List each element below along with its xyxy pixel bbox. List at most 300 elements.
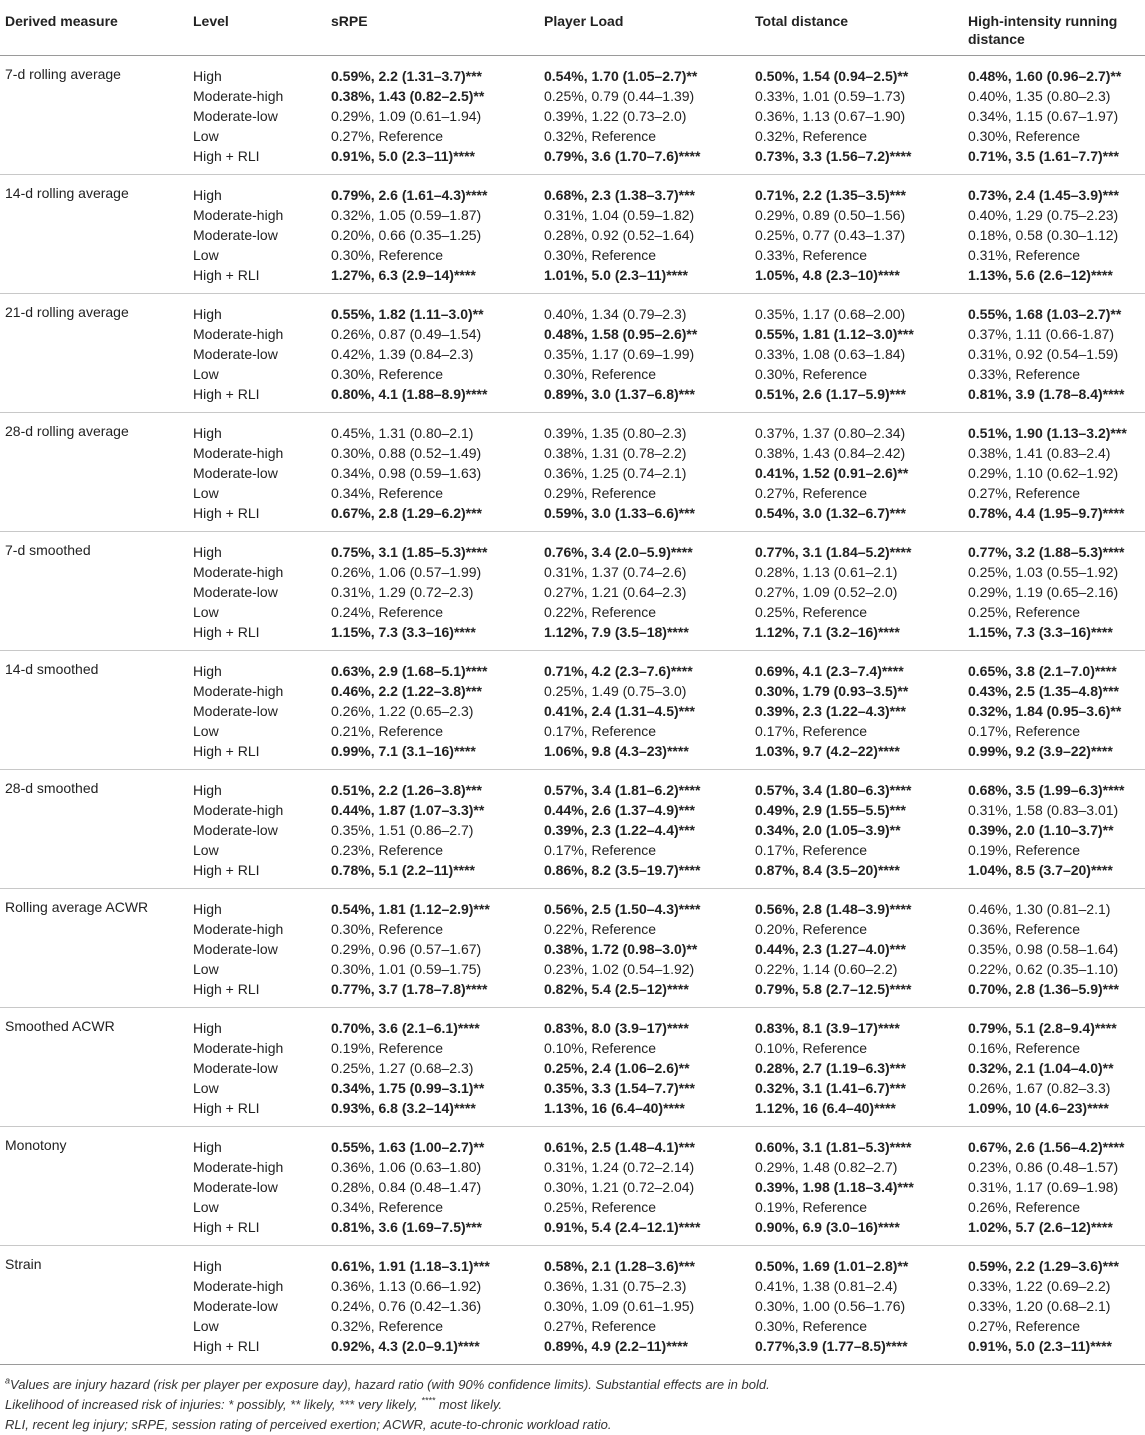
srpe-cell: 0.80%, 4.1 (1.88–8.9)**** bbox=[331, 386, 488, 402]
table-row bbox=[0, 1296, 1145, 1316]
player-load-cell: 0.59%, 3.0 (1.33–6.6)*** bbox=[544, 505, 695, 521]
player-load-cell: 1.13%, 16 (6.4–40)**** bbox=[544, 1100, 685, 1116]
srpe-cell: 0.21%, Reference bbox=[331, 723, 444, 739]
level-cell: Moderate-high bbox=[193, 1040, 284, 1056]
total-distance-cell: 0.30%, Reference bbox=[755, 1318, 868, 1334]
srpe-cell: 0.25%, 1.27 (0.68–2.3) bbox=[331, 1060, 474, 1076]
level-cell: Moderate-low bbox=[193, 227, 278, 243]
measure-group bbox=[0, 769, 1145, 888]
hir-distance-cell: 0.32%, 2.1 (1.04–4.0)** bbox=[968, 1060, 1114, 1076]
total-distance-cell: 0.54%, 3.0 (1.32–6.7)*** bbox=[755, 505, 906, 521]
player-load-cell: 0.41%, 2.4 (1.31–4.5)*** bbox=[544, 703, 695, 719]
total-distance-cell: 0.57%, 3.4 (1.80–6.3)**** bbox=[755, 782, 912, 798]
level-cell: Moderate-low bbox=[193, 108, 278, 124]
total-distance-cell: 0.17%, Reference bbox=[755, 842, 868, 858]
total-distance-cell: 0.51%, 2.6 (1.17–5.9)*** bbox=[755, 386, 906, 402]
table-row bbox=[0, 483, 1145, 503]
derived-measure-label: Monotony bbox=[5, 1137, 67, 1153]
level-cell: High + RLI bbox=[193, 386, 260, 402]
level-cell: Low bbox=[193, 1199, 219, 1215]
hir-distance-cell: 0.91%, 5.0 (2.3–11)**** bbox=[968, 1338, 1112, 1354]
hir-distance-cell: 0.33%, 1.22 (0.69–2.2) bbox=[968, 1278, 1111, 1294]
hir-distance-cell: 0.35%, 0.98 (0.58–1.64) bbox=[968, 941, 1119, 957]
derived-measure-label: Strain bbox=[5, 1256, 42, 1272]
table-header bbox=[0, 0, 1145, 56]
player-load-cell: 0.39%, 2.3 (1.22–4.4)*** bbox=[544, 822, 695, 838]
level-cell: High bbox=[193, 782, 222, 798]
srpe-cell: 0.29%, 0.96 (0.57–1.67) bbox=[331, 941, 482, 957]
table-row bbox=[0, 1177, 1145, 1197]
likelihood-text: Likelihood of increased risk of injuries: * possibly, ** likely, bbox=[5, 1397, 340, 1412]
total-distance-cell: 0.30%, Reference bbox=[755, 366, 868, 382]
hir-distance-cell: 0.37%, 1.11 (0.66-1.87) bbox=[968, 326, 1115, 342]
level-cell: Moderate-high bbox=[193, 88, 284, 104]
player-load-cell: 0.39%, 1.35 (0.80–2.3) bbox=[544, 425, 687, 441]
table-row bbox=[0, 681, 1145, 701]
hir-distance-cell: 0.99%, 9.2 (3.9–22)**** bbox=[968, 743, 1113, 759]
total-distance-cell: 0.10%, Reference bbox=[755, 1040, 868, 1056]
hir-distance-cell: 1.13%, 5.6 (2.6–12)**** bbox=[968, 267, 1113, 283]
hir-distance-cell: 0.36%, Reference bbox=[968, 921, 1081, 937]
table-row bbox=[0, 66, 1145, 86]
hir-distance-cell: 1.04%, 8.5 (3.7–20)**** bbox=[968, 862, 1113, 878]
player-load-cell: 0.10%, Reference bbox=[544, 1040, 657, 1056]
level-cell: Moderate-high bbox=[193, 207, 284, 223]
table-row bbox=[0, 86, 1145, 106]
srpe-cell: 0.55%, 1.82 (1.11–3.0)** bbox=[331, 306, 484, 322]
table-row bbox=[0, 1316, 1145, 1336]
table-row bbox=[0, 582, 1145, 602]
level-cell: High + RLI bbox=[193, 743, 260, 759]
player-load-cell: 0.31%, 1.37 (0.74–2.6) bbox=[544, 564, 687, 580]
hir-distance-cell: 0.81%, 3.9 (1.78–8.4)**** bbox=[968, 386, 1125, 402]
derived-measure-label: 21-d rolling average bbox=[5, 304, 129, 320]
hir-distance-cell: 0.39%, 2.0 (1.10–3.7)** bbox=[968, 822, 1114, 838]
level-cell: Moderate-high bbox=[193, 1278, 284, 1294]
derived-measure-label: 28-d rolling average bbox=[5, 423, 129, 439]
player-load-cell: 0.30%, Reference bbox=[544, 247, 657, 263]
player-load-cell: 0.22%, Reference bbox=[544, 604, 657, 620]
srpe-cell: 0.45%, 1.31 (0.80–2.1) bbox=[331, 425, 474, 441]
total-distance-cell: 0.22%, 1.14 (0.60–2.2) bbox=[755, 961, 898, 977]
player-load-cell: 0.27%, Reference bbox=[544, 1318, 657, 1334]
table-row bbox=[0, 185, 1145, 205]
srpe-cell: 0.70%, 3.6 (2.1–6.1)**** bbox=[331, 1020, 480, 1036]
table-row bbox=[0, 1336, 1145, 1356]
level-cell: High bbox=[193, 901, 222, 917]
level-cell: Moderate-high bbox=[193, 683, 284, 699]
total-distance-cell: 0.19%, Reference bbox=[755, 1199, 868, 1215]
level-cell: High bbox=[193, 1258, 222, 1274]
srpe-cell: 0.61%, 1.91 (1.18–3.1)*** bbox=[331, 1258, 490, 1274]
footnote-likelihood bbox=[5, 1395, 1145, 1415]
total-distance-cell: 0.87%, 8.4 (3.5–20)**** bbox=[755, 862, 900, 878]
total-distance-cell: 0.17%, Reference bbox=[755, 723, 868, 739]
total-distance-cell: 0.90%, 6.9 (3.0–16)**** bbox=[755, 1219, 900, 1235]
srpe-cell: 0.20%, 0.66 (0.35–1.25) bbox=[331, 227, 482, 243]
player-load-cell: 0.29%, Reference bbox=[544, 485, 657, 501]
player-load-cell: 0.28%, 0.92 (0.52–1.64) bbox=[544, 227, 695, 243]
table-row bbox=[0, 463, 1145, 483]
total-distance-cell: 0.30%, 1.00 (0.56–1.76) bbox=[755, 1298, 906, 1314]
srpe-cell: 0.32%, 1.05 (0.59–1.87) bbox=[331, 207, 482, 223]
measure-group bbox=[0, 1126, 1145, 1245]
hir-distance-cell: 0.29%, 1.19 (0.65–2.16) bbox=[968, 584, 1119, 600]
table-row bbox=[0, 820, 1145, 840]
level-cell: Moderate-high bbox=[193, 802, 284, 818]
hir-distance-cell: 0.59%, 2.2 (1.29–3.6)*** bbox=[968, 1258, 1119, 1274]
total-distance-cell: 0.29%, 0.89 (0.50–1.56) bbox=[755, 207, 906, 223]
player-load-cell: 0.30%, Reference bbox=[544, 366, 657, 382]
srpe-cell: 0.30%, Reference bbox=[331, 247, 444, 263]
hir-distance-cell: 0.46%, 1.30 (0.81–2.1) bbox=[968, 901, 1111, 917]
srpe-cell: 0.26%, 0.87 (0.49–1.54) bbox=[331, 326, 482, 342]
level-cell: High + RLI bbox=[193, 267, 260, 283]
player-load-cell: 0.57%, 3.4 (1.81–6.2)**** bbox=[544, 782, 701, 798]
table-row bbox=[0, 106, 1145, 126]
total-distance-cell: 1.05%, 4.8 (2.3–10)**** bbox=[755, 267, 900, 283]
hir-distance-cell: 0.16%, Reference bbox=[968, 1040, 1081, 1056]
total-distance-cell: 0.83%, 8.1 (3.9–17)**** bbox=[755, 1020, 900, 1036]
level-cell: Moderate-low bbox=[193, 1179, 278, 1195]
hir-distance-cell: 0.27%, Reference bbox=[968, 485, 1081, 501]
table-body bbox=[0, 56, 1145, 1364]
header-srpe: sRPE bbox=[331, 13, 368, 29]
hir-distance-cell: 0.19%, Reference bbox=[968, 842, 1081, 858]
srpe-cell: 1.15%, 7.3 (3.3–16)**** bbox=[331, 624, 476, 640]
level-cell: Moderate-high bbox=[193, 326, 284, 342]
hir-distance-cell: 0.26%, 1.67 (0.82–3.3) bbox=[968, 1080, 1111, 1096]
hir-distance-cell: 0.31%, 1.58 (0.83–3.01) bbox=[968, 802, 1119, 818]
hir-distance-cell: 0.40%, 1.29 (0.75–2.23) bbox=[968, 207, 1119, 223]
likelihood-stars: *** bbox=[339, 1397, 355, 1412]
srpe-cell: 0.30%, Reference bbox=[331, 366, 444, 382]
table-row bbox=[0, 919, 1145, 939]
total-distance-cell: 0.79%, 5.8 (2.7–12.5)**** bbox=[755, 981, 912, 997]
total-distance-cell: 0.55%, 1.81 (1.12–3.0)*** bbox=[755, 326, 914, 342]
level-cell: Low bbox=[193, 485, 219, 501]
level-cell: High + RLI bbox=[193, 148, 260, 164]
hir-distance-cell: 0.31%, Reference bbox=[968, 247, 1081, 263]
derived-measure-label: 7-d smoothed bbox=[5, 542, 91, 558]
srpe-cell: 0.54%, 1.81 (1.12–2.9)*** bbox=[331, 901, 490, 917]
level-cell: High + RLI bbox=[193, 505, 260, 521]
measure-group bbox=[0, 412, 1145, 531]
table-row bbox=[0, 780, 1145, 800]
footnote-marker: a bbox=[5, 1375, 11, 1386]
total-distance-cell: 0.33%, Reference bbox=[755, 247, 868, 263]
hir-distance-cell: 0.48%, 1.60 (0.96–2.7)** bbox=[968, 68, 1122, 84]
table-row bbox=[0, 1197, 1145, 1217]
hir-distance-cell: 0.18%, 0.58 (0.30–1.12) bbox=[968, 227, 1119, 243]
table-row bbox=[0, 562, 1145, 582]
player-load-cell: 0.48%, 1.58 (0.95–2.6)** bbox=[544, 326, 698, 342]
level-cell: Low bbox=[193, 1318, 219, 1334]
table-row bbox=[0, 245, 1145, 265]
player-load-cell: 0.38%, 1.31 (0.78–2.2) bbox=[544, 445, 687, 461]
table-row bbox=[0, 503, 1145, 523]
hir-distance-cell: 0.51%, 1.90 (1.13–3.2)*** bbox=[968, 425, 1127, 441]
hir-distance-cell: 0.78%, 4.4 (1.95–9.7)**** bbox=[968, 505, 1125, 521]
srpe-cell: 0.26%, 1.06 (0.57–1.99) bbox=[331, 564, 482, 580]
table-row bbox=[0, 1276, 1145, 1296]
table-row bbox=[0, 701, 1145, 721]
srpe-cell: 0.99%, 7.1 (3.1–16)**** bbox=[331, 743, 476, 759]
player-load-cell: 0.31%, 1.04 (0.59–1.82) bbox=[544, 207, 695, 223]
total-distance-cell: 0.41%, 1.38 (0.81–2.4) bbox=[755, 1278, 898, 1294]
player-load-cell: 0.25%, Reference bbox=[544, 1199, 657, 1215]
srpe-cell: 0.35%, 1.51 (0.86–2.7) bbox=[331, 822, 474, 838]
player-load-cell: 0.68%, 2.3 (1.38–3.7)*** bbox=[544, 187, 695, 203]
srpe-cell: 0.23%, Reference bbox=[331, 842, 444, 858]
total-distance-cell: 0.33%, 1.01 (0.59–1.73) bbox=[755, 88, 906, 104]
derived-measure-label: 14-d smoothed bbox=[5, 661, 99, 677]
table-row bbox=[0, 741, 1145, 761]
table-row bbox=[0, 1038, 1145, 1058]
player-load-cell: 0.30%, 1.21 (0.72–2.04) bbox=[544, 1179, 695, 1195]
srpe-cell: 0.24%, 0.76 (0.42–1.36) bbox=[331, 1298, 482, 1314]
hir-distance-cell: 0.23%, 0.86 (0.48–1.57) bbox=[968, 1159, 1119, 1175]
total-distance-cell: 0.39%, 2.3 (1.22–4.3)*** bbox=[755, 703, 906, 719]
level-cell: High bbox=[193, 544, 222, 560]
level-cell: Moderate-low bbox=[193, 822, 278, 838]
measure-group bbox=[0, 650, 1145, 769]
measure-group bbox=[0, 56, 1145, 174]
table-row bbox=[0, 1157, 1145, 1177]
srpe-cell: 0.19%, Reference bbox=[331, 1040, 444, 1056]
table-row bbox=[0, 304, 1145, 324]
level-cell: Moderate-low bbox=[193, 584, 278, 600]
level-cell: High + RLI bbox=[193, 1100, 260, 1116]
hir-distance-cell: 0.17%, Reference bbox=[968, 723, 1081, 739]
hir-distance-cell: 0.73%, 2.4 (1.45–3.9)*** bbox=[968, 187, 1119, 203]
srpe-cell: 0.30%, 0.88 (0.52–1.49) bbox=[331, 445, 482, 461]
srpe-cell: 0.46%, 2.2 (1.22–3.8)*** bbox=[331, 683, 482, 699]
total-distance-cell: 0.36%, 1.13 (0.67–1.90) bbox=[755, 108, 906, 124]
level-cell: High + RLI bbox=[193, 1338, 260, 1354]
total-distance-cell: 0.38%, 1.43 (0.84–2.42) bbox=[755, 445, 906, 461]
srpe-cell: 0.27%, Reference bbox=[331, 128, 444, 144]
srpe-cell: 0.32%, Reference bbox=[331, 1318, 444, 1334]
level-cell: High bbox=[193, 1139, 222, 1155]
level-cell: High + RLI bbox=[193, 981, 260, 997]
hir-distance-cell: 0.77%, 3.2 (1.88–5.3)**** bbox=[968, 544, 1125, 560]
level-cell: Low bbox=[193, 604, 219, 620]
total-distance-cell: 0.49%, 2.9 (1.55–5.5)*** bbox=[755, 802, 906, 818]
player-load-cell: 0.79%, 3.6 (1.70–7.6)**** bbox=[544, 148, 701, 164]
table-row bbox=[0, 721, 1145, 741]
player-load-cell: 0.25%, 0.79 (0.44–1.39) bbox=[544, 88, 695, 104]
level-cell: High + RLI bbox=[193, 862, 260, 878]
player-load-cell: 0.17%, Reference bbox=[544, 842, 657, 858]
table-row bbox=[0, 265, 1145, 285]
measure-group bbox=[0, 1245, 1145, 1364]
total-distance-cell: 0.28%, 2.7 (1.19–6.3)*** bbox=[755, 1060, 906, 1076]
hir-distance-cell: 0.26%, Reference bbox=[968, 1199, 1081, 1215]
likelihood-text-end: most likely. bbox=[435, 1397, 503, 1412]
level-cell: Low bbox=[193, 247, 219, 263]
level-cell: Moderate-high bbox=[193, 1159, 284, 1175]
measure-group bbox=[0, 174, 1145, 293]
srpe-cell: 0.91%, 5.0 (2.3–11)**** bbox=[331, 148, 475, 164]
srpe-cell: 0.59%, 2.2 (1.31–3.7)*** bbox=[331, 68, 482, 84]
total-distance-cell: 0.29%, 1.48 (0.82–2.7) bbox=[755, 1159, 898, 1175]
table-row bbox=[0, 1058, 1145, 1078]
table-row bbox=[0, 324, 1145, 344]
table-row bbox=[0, 899, 1145, 919]
hir-distance-cell: 1.02%, 5.7 (2.6–12)**** bbox=[968, 1219, 1113, 1235]
table-row bbox=[0, 959, 1145, 979]
hir-distance-cell: 0.40%, 1.35 (0.80–2.3) bbox=[968, 88, 1111, 104]
total-distance-cell: 0.27%, 1.09 (0.52–2.0) bbox=[755, 584, 898, 600]
measure-group bbox=[0, 1007, 1145, 1126]
level-cell: High + RLI bbox=[193, 1219, 260, 1235]
total-distance-cell: 0.34%, 2.0 (1.05–3.9)** bbox=[755, 822, 901, 838]
srpe-cell: 0.78%, 5.1 (2.2–11)**** bbox=[331, 862, 475, 878]
level-cell: High bbox=[193, 187, 222, 203]
hir-distance-cell: 0.25%, 1.03 (0.55–1.92) bbox=[968, 564, 1119, 580]
table-row bbox=[0, 364, 1145, 384]
player-load-cell: 0.83%, 8.0 (3.9–17)**** bbox=[544, 1020, 689, 1036]
table-row bbox=[0, 800, 1145, 820]
level-cell: Moderate-high bbox=[193, 564, 284, 580]
player-load-cell: 0.76%, 3.4 (2.0–5.9)**** bbox=[544, 544, 693, 560]
hir-distance-cell: 0.70%, 2.8 (1.36–5.9)*** bbox=[968, 981, 1119, 997]
total-distance-cell: 0.41%, 1.52 (0.91–2.6)** bbox=[755, 465, 909, 481]
srpe-cell: 0.36%, 1.13 (0.66–1.92) bbox=[331, 1278, 482, 1294]
hir-distance-cell: 0.25%, Reference bbox=[968, 604, 1081, 620]
player-load-cell: 0.23%, 1.02 (0.54–1.92) bbox=[544, 961, 695, 977]
total-distance-cell: 0.50%, 1.69 (1.01–2.8)** bbox=[755, 1258, 909, 1274]
srpe-cell: 0.55%, 1.63 (1.00–2.7)** bbox=[331, 1139, 485, 1155]
level-cell: Low bbox=[193, 961, 219, 977]
srpe-cell: 0.30%, 1.01 (0.59–1.75) bbox=[331, 961, 482, 977]
table-row bbox=[0, 622, 1145, 642]
srpe-cell: 0.93%, 6.8 (3.2–14)**** bbox=[331, 1100, 476, 1116]
player-load-cell: 0.35%, 3.3 (1.54–7.7)*** bbox=[544, 1080, 695, 1096]
measure-group bbox=[0, 531, 1145, 650]
table-row bbox=[0, 225, 1145, 245]
srpe-cell: 0.36%, 1.06 (0.63–1.80) bbox=[331, 1159, 482, 1175]
total-distance-cell: 0.37%, 1.37 (0.80–2.34) bbox=[755, 425, 906, 441]
player-load-cell: 1.06%, 9.8 (4.3–23)**** bbox=[544, 743, 689, 759]
player-load-cell: 0.30%, 1.09 (0.61–1.95) bbox=[544, 1298, 695, 1314]
level-cell: High bbox=[193, 306, 222, 322]
table-row bbox=[0, 840, 1145, 860]
level-cell: Moderate-high bbox=[193, 921, 284, 937]
table-row bbox=[0, 1256, 1145, 1276]
player-load-cell: 0.38%, 1.72 (0.98–3.0)** bbox=[544, 941, 698, 957]
table-row bbox=[0, 384, 1145, 404]
hir-distance-cell: 0.30%, Reference bbox=[968, 128, 1081, 144]
footnote-values bbox=[5, 1375, 1145, 1395]
table-row bbox=[0, 602, 1145, 622]
footnote-abbreviations: RLI, recent leg injury; sRPE, session rating of perceived exertion; ACWR, acute-to-chronic workload ratio. bbox=[5, 1417, 612, 1432]
srpe-cell: 0.31%, 1.29 (0.72–2.3) bbox=[331, 584, 474, 600]
table-row bbox=[0, 1098, 1145, 1118]
level-cell: Moderate-low bbox=[193, 1060, 278, 1076]
hir-distance-cell: 0.71%, 3.5 (1.61–7.7)*** bbox=[968, 148, 1119, 164]
level-cell: High + RLI bbox=[193, 624, 260, 640]
level-cell: Low bbox=[193, 842, 219, 858]
srpe-cell: 0.79%, 2.6 (1.61–4.3)**** bbox=[331, 187, 488, 203]
srpe-cell: 0.28%, 0.84 (0.48–1.47) bbox=[331, 1179, 482, 1195]
hir-distance-cell: 1.15%, 7.3 (3.3–16)**** bbox=[968, 624, 1113, 640]
table-row bbox=[0, 423, 1145, 443]
level-cell: High bbox=[193, 663, 222, 679]
total-distance-cell: 0.60%, 3.1 (1.81–5.3)**** bbox=[755, 1139, 912, 1155]
table-row bbox=[0, 939, 1145, 959]
srpe-cell: 0.24%, Reference bbox=[331, 604, 444, 620]
header-derived-measure: Derived measure bbox=[5, 13, 118, 29]
header-level: Level bbox=[193, 13, 229, 29]
level-cell: Moderate-low bbox=[193, 465, 278, 481]
hir-distance-cell: 0.27%, Reference bbox=[968, 1318, 1081, 1334]
level-cell: Low bbox=[193, 723, 219, 739]
derived-measure-label: 14-d rolling average bbox=[5, 185, 129, 201]
srpe-cell: 0.67%, 2.8 (1.29–6.2)*** bbox=[331, 505, 482, 521]
srpe-cell: 0.81%, 3.6 (1.69–7.5)*** bbox=[331, 1219, 482, 1235]
table-row bbox=[0, 1078, 1145, 1098]
hir-distance-cell: 1.09%, 10 (4.6–23)**** bbox=[968, 1100, 1109, 1116]
srpe-cell: 0.30%, Reference bbox=[331, 921, 444, 937]
player-load-cell: 0.61%, 2.5 (1.48–4.1)*** bbox=[544, 1139, 695, 1155]
srpe-cell: 0.77%, 3.7 (1.78–7.8)**** bbox=[331, 981, 488, 997]
srpe-cell: 0.75%, 3.1 (1.85–5.3)**** bbox=[331, 544, 488, 560]
srpe-cell: 0.63%, 2.9 (1.68–5.1)**** bbox=[331, 663, 488, 679]
srpe-cell: 0.42%, 1.39 (0.84–2.3) bbox=[331, 346, 474, 362]
player-load-cell: 0.54%, 1.70 (1.05–2.7)** bbox=[544, 68, 698, 84]
total-distance-cell: 0.50%, 1.54 (0.94–2.5)** bbox=[755, 68, 909, 84]
derived-measure-label: Smoothed ACWR bbox=[5, 1018, 115, 1034]
hir-distance-cell: 0.33%, Reference bbox=[968, 366, 1081, 382]
hir-distance-cell: 0.29%, 1.10 (0.62–1.92) bbox=[968, 465, 1119, 481]
hir-distance-cell: 0.22%, 0.62 (0.35–1.10) bbox=[968, 961, 1119, 977]
total-distance-cell: 0.39%, 1.98 (1.18–3.4)*** bbox=[755, 1179, 914, 1195]
table-row bbox=[0, 661, 1145, 681]
player-load-cell: 0.39%, 1.22 (0.73–2.0) bbox=[544, 108, 687, 124]
derived-measure-label: Rolling average ACWR bbox=[5, 899, 149, 915]
srpe-cell: 0.34%, Reference bbox=[331, 1199, 444, 1215]
table-row bbox=[0, 1217, 1145, 1237]
srpe-cell: 0.29%, 1.09 (0.61–1.94) bbox=[331, 108, 482, 124]
total-distance-cell: 0.28%, 1.13 (0.61–2.1) bbox=[755, 564, 898, 580]
level-cell: Low bbox=[193, 1080, 219, 1096]
player-load-cell: 0.58%, 2.1 (1.28–3.6)*** bbox=[544, 1258, 695, 1274]
level-cell: High bbox=[193, 425, 222, 441]
player-load-cell: 0.36%, 1.25 (0.74–2.1) bbox=[544, 465, 687, 481]
total-distance-cell: 0.73%, 3.3 (1.56–7.2)**** bbox=[755, 148, 912, 164]
total-distance-cell: 0.56%, 2.8 (1.48–3.9)**** bbox=[755, 901, 912, 917]
hir-distance-cell: 0.55%, 1.68 (1.03–2.7)** bbox=[968, 306, 1122, 322]
level-cell: Moderate-low bbox=[193, 1298, 278, 1314]
table-row bbox=[0, 860, 1145, 880]
player-load-cell: 0.89%, 3.0 (1.37–6.8)*** bbox=[544, 386, 695, 402]
header-total-distance: Total distance bbox=[755, 13, 849, 29]
player-load-cell: 0.35%, 1.17 (0.69–1.99) bbox=[544, 346, 695, 362]
header-high-intensity-running: High-intensity running distance bbox=[968, 13, 1118, 47]
level-cell: Moderate-low bbox=[193, 346, 278, 362]
hir-distance-cell: 0.31%, 0.92 (0.54–1.59) bbox=[968, 346, 1119, 362]
level-cell: Moderate-high bbox=[193, 445, 284, 461]
table-row bbox=[0, 443, 1145, 463]
total-distance-cell: 0.77%,3.9 (1.77–8.5)**** bbox=[755, 1338, 908, 1354]
measure-group bbox=[0, 888, 1145, 1007]
table-row bbox=[0, 979, 1145, 999]
srpe-cell: 1.27%, 6.3 (2.9–14)**** bbox=[331, 267, 476, 283]
table-row bbox=[0, 1137, 1145, 1157]
total-distance-cell: 0.32%, Reference bbox=[755, 128, 868, 144]
